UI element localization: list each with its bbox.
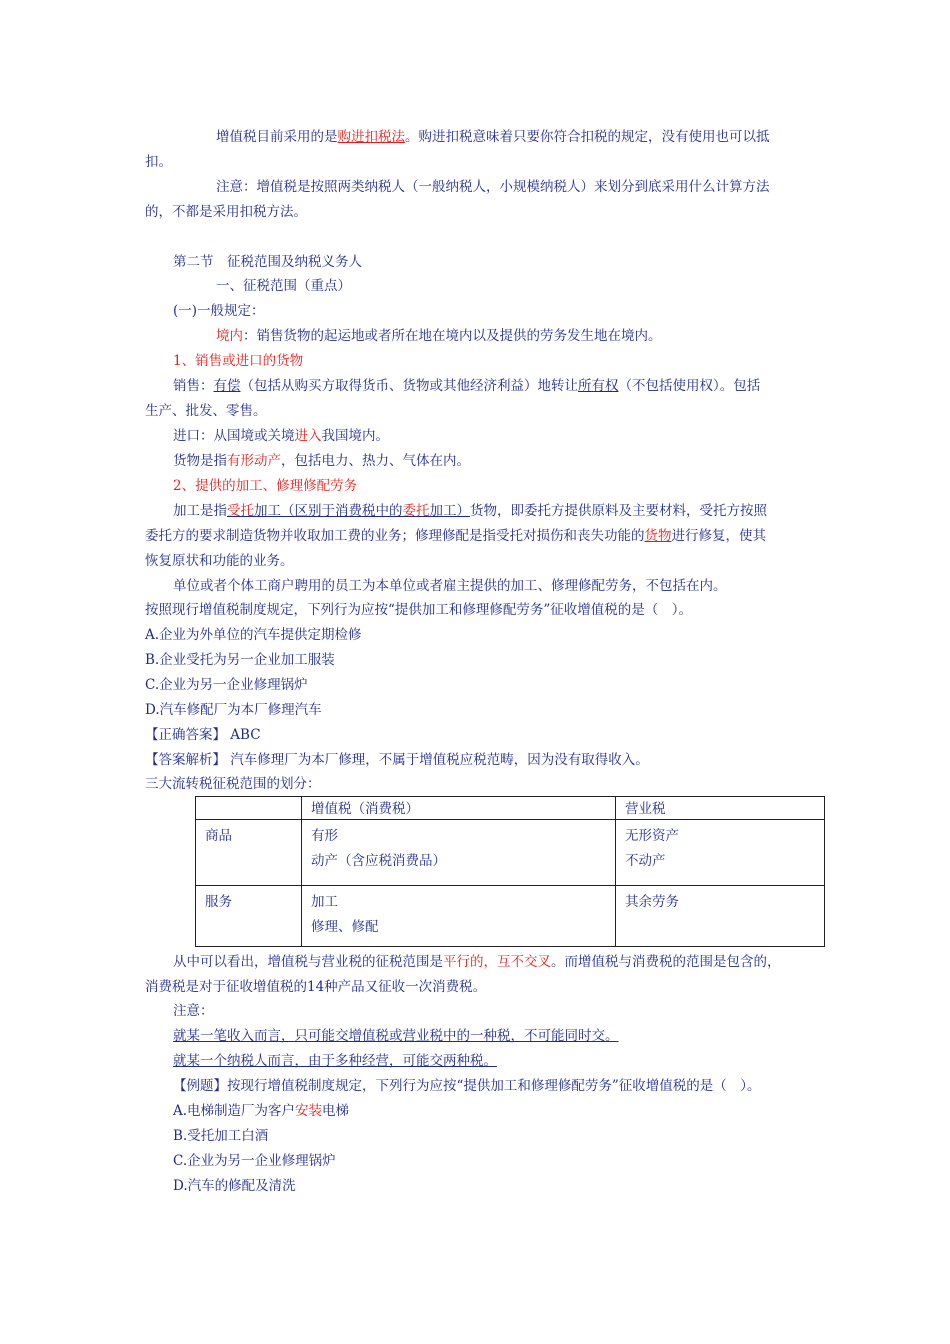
table-row-goods: [196, 820, 825, 886]
table-header-business: 营业税: [616, 797, 825, 820]
q2-option-d: D.汽车的修配及清洗: [173, 1178, 296, 1194]
intro-line-4: 的，不都是采用扣税方法。: [145, 204, 307, 220]
q2-option-c: C.企业为另一企业修理锅炉: [173, 1153, 336, 1169]
note-1: 就某一笔收入而言，只可能交增值税或营业税中的一种税，不可能同时交。: [173, 1028, 619, 1044]
q1-answer: 【正确答案】 ABC: [145, 727, 261, 743]
row-label-goods: 商品: [196, 820, 302, 886]
q1-option-b: B.企业受托为另一企业加工服装: [145, 652, 335, 668]
cell-goods-business: 无形资产 不动产: [616, 820, 825, 886]
table-header-vat: 增值税（消费税）: [302, 797, 616, 820]
q1-option-c: C.企业为另一企业修理锅炉: [145, 677, 308, 693]
employee-note: 单位或者个体工商户聘用的员工为本单位或者雇主提供的加工、修理修配劳务，不包括在内。: [173, 578, 727, 594]
note-label: 注意：: [173, 1003, 214, 1019]
goods-line: 货物是指有形动产，包括电力、热力、气体在内。: [173, 453, 470, 469]
cell-goods-vat: 有形 动产（含应税消费品）: [302, 820, 616, 886]
section-title: 第二节 征税范围及纳税义务人: [173, 254, 362, 270]
q1-option-a: A.企业为外单位的汽车提供定期检修: [145, 627, 362, 643]
import-line: 进口：从国境或关境进入我国境内。: [173, 428, 389, 444]
sale-line-1: 销售：有偿（包括从购买方取得货币、货物或其他经济利益）地转让所有权（不包括使用权）。包括: [173, 378, 761, 394]
processing-line-3: 恢复原状和功能的业务。: [145, 553, 294, 569]
table-row-services: [196, 886, 825, 947]
jingnei-line: 境内：销售货物的起运地或者所在地在境内以及提供的劳务发生地在境内。: [216, 328, 662, 344]
table-header-row: [196, 797, 825, 820]
intro-line-3: 注意：增值税是按照两类纳税人（一般纳税人，小规模纳税人）来划分到底采用什么计算方法: [216, 179, 770, 195]
highlight-purchase-deduction: 购进扣税法: [337, 129, 405, 145]
jingnei-label: 境内: [216, 328, 243, 344]
intro-line-1: 增值税目前采用的是购进扣税法。购进扣税意味着只要你符合扣税的规定，没有使用也可以抵: [216, 129, 770, 145]
q2-option-a: A.电梯制造厂为客户安装电梯: [173, 1103, 350, 1119]
q1-question: 按照现行增值税制度规定，下列行为应按“提供加工和修理修配劳务”征收增值税的是（ ）。: [145, 602, 693, 618]
sale-line-2: 生产、批发、零售。: [145, 403, 267, 419]
q1-option-d: D.汽车修配厂为本厂修理汽车: [145, 702, 322, 718]
table-header-empty: [196, 797, 302, 820]
q2-question: 【例题】按现行增值税制度规定，下列行为应按“提供加工和修理修配劳务”征收增值税的是（ ）。: [173, 1078, 761, 1094]
turnover-tax-table: [195, 796, 825, 947]
subsection-title: 一、征税范围（重点）: [216, 278, 351, 294]
conclusion-line-2: 消费税是对于征收增值税的14种产品又征收一次消费税。: [145, 979, 487, 995]
cell-services-vat: 加工 修理、修配: [302, 886, 616, 947]
heading-processing: 2、提供的加工、修理修配劳务: [173, 478, 358, 494]
note-2: 就某一个纳税人而言，由于多种经营，可能交两种税。: [173, 1053, 497, 1069]
q1-analysis: 【答案解析】 汽车修理厂为本厂修理，不属于增值税应税范畴，因为没有取得收入。: [145, 752, 649, 768]
heading-goods: 1、销售或进口的货物: [173, 353, 304, 369]
general-rule-heading: (一)一般规定：: [173, 303, 265, 319]
processing-line-2: 委托方的要求制造货物并收取加工费的业务；修理修配是指受托对损伤和丧失功能的货物进行修复，使其: [145, 528, 766, 544]
conclusion-line-1: 从中可以看出，增值税与营业税的征税范围是平行的，互不交叉。而增值税与消费税的范围是包含的，: [173, 954, 781, 970]
cell-services-business: 其余劳务: [616, 886, 825, 947]
q2-option-b: B.受托加工白酒: [173, 1128, 269, 1144]
row-label-services: 服务: [196, 886, 302, 947]
table-caption: 三大流转税征税范围的划分：: [145, 776, 321, 792]
intro-line-2: 扣。: [145, 154, 172, 170]
processing-line-1: 加工是指受托加工（区别于消费税中的委托加工）货物，即委托方提供原料及主要材料，受托方按照: [173, 503, 767, 519]
